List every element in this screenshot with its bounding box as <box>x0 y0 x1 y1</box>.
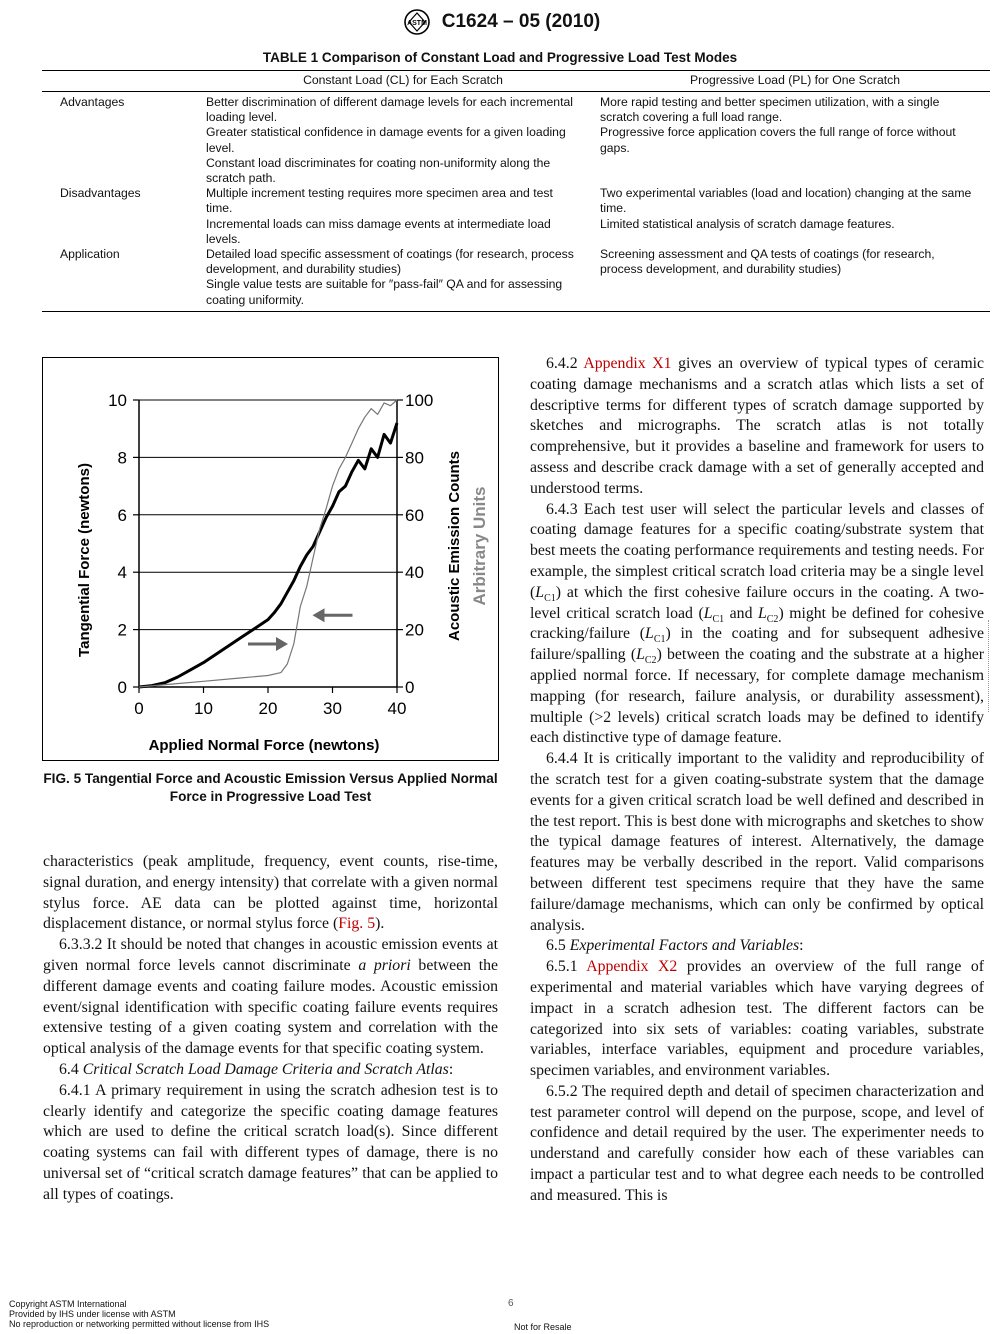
page-number: 6 <box>508 1298 514 1309</box>
y2-tick-label: 60 <box>405 505 424 525</box>
tangential-force-series <box>139 423 397 687</box>
paragraph: 6.4.2 Appendix X1 gives an overview of typical types of ceramic coating damage mechanisms and a scratch atlas which lists a set of descriptive terms for different types of scratch damage supported by sketches and micrographs. The scratch atlas is not totally comprehensive, but it provides a baseline and framework for users to assess and describe crack damage with a set of generally accepted and understood terms. <box>530 355 985 497</box>
appendix-x1-link[interactable]: Appendix X1 <box>583 355 672 372</box>
table-cell: Detailed load specific assessment of coatings (for research, process development, and durability studies) <box>206 247 574 277</box>
document-designation: C1624 – 05 (2010) <box>441 11 601 32</box>
table-row-advantages <box>42 95 990 186</box>
x-tick-label: 30 <box>323 699 342 718</box>
y2-axis-sublabel: Arbitrary Units <box>470 486 489 606</box>
table-header-row <box>42 71 990 92</box>
x-tick-label: 10 <box>194 699 213 718</box>
copyright-footer: Copyright ASTM International Provided by IHS under license with ASTM No reproduction or networking permitted without license from IHS <box>9 1299 270 1330</box>
y2-tick-label: 80 <box>405 448 424 468</box>
y-tick-label: 10 <box>108 391 127 410</box>
figure-5-chart <box>42 357 499 761</box>
y-tick-label: 8 <box>117 448 127 468</box>
row-label: Advantages <box>60 95 125 109</box>
paragraph: 6.5.2 The required depth and detail of specimen characterization and test parameter control will depend on the purpose, scope, and level of confidence and detail required by the user. The experimenter needs to understand and carefully consider how each of these variables can impact a particular test and to what degree each needs to be controlled and measured. This is <box>530 1082 984 1204</box>
col-header-cl: Constant Load (CL) for Each Scratch <box>303 73 503 88</box>
paragraph: 6.4.3 Each test user will select the particular levels and classes of coating damage features for a specific coating/substrate system that best meets the coating performance requirements and testing needs. For example, the simplest critical scratch load criteria may be a single level $(L_{C1})$ at which the first cohesive failure occurs in the coating. A two-level critical scratch load ($L_{C1}$ and $L_{C2}$) might be defined for cohesive cracking/failure $(L_{C1})$ in the coating and for subsequent adhesive failure/spalling $(L_{C2})$ between the coating and the substrate at a higher applied normal force. If necessary, for complete damage mechanism mapping (for research, failure analysis, or durability assessment), multiple (>2 levels) critical scratch loads may be defined to identify each distinctive type of damage feature. <box>530 500 984 747</box>
page-header <box>0 8 1000 38</box>
paragraph: characteristics (peak amplitude, frequency, event counts, rise-time, signal duration, and energy intensity) that correlate with a given normal stylus force. AE data can be plotted against time, horizontal displacement distance, or normal stylus force (Fig. 5). <box>43 853 498 933</box>
y-tick-label: 6 <box>117 505 127 525</box>
comparison-table <box>42 70 990 312</box>
y2-tick-label: 40 <box>405 563 424 583</box>
col-header-pl: Progressive Load (PL) for One Scratch <box>690 73 900 88</box>
y-tick-label: 4 <box>117 563 127 583</box>
table-cell: Screening assessment and QA tests of coatings (for research, process development, and durability studies) <box>600 247 935 277</box>
paragraph: 6.5.1 Appendix X2 provides an overview of the full range of experimental and material variables which have varying degrees of impact in a scratch adhesion test. The different factors can be categorized into six sets of variables: coating variables, substrate variables, interface variables, equipment and procedure variables, specimen variables, and environment variables. <box>530 958 984 1080</box>
row-label: Disadvantages <box>60 186 141 201</box>
y-tick-label: 2 <box>117 620 127 640</box>
table-cell: Multiple increment testing requires more specimen area and test time. <box>206 186 553 216</box>
paragraph: 6.4.1 A primary requirement in using the scratch adhesion test is to clearly identify and categorize the specific coating damage features which are used to define the critical scratch load(s). Since different coating systems can fail with different types of damage, there is no universal set of “critical scratch damage features” that can be applied to all types of coatings. <box>43 1081 498 1203</box>
svg-text:ASTM: ASTM <box>406 20 427 27</box>
y2-tick-label: 100 <box>405 391 434 410</box>
appendix-x2-link[interactable]: Appendix X2 <box>586 958 678 976</box>
table-cell: Incremental loads can miss damage events at intermediate load levels. <box>206 216 551 246</box>
table-row-disadvantages <box>42 186 990 247</box>
table-cell: Limited statistical analysis of scratch damage features. <box>600 216 895 231</box>
paragraph: 6.3.3.2 It should be noted that changes in acoustic emission events at given normal force levels cannot discriminate a priori between the different damage events and coating failure modes. Acoustic emission event/signal identification with specific coating failure events requires extensive testing of a given coating system and correlation with the optical analysis of the damage events for that specific coating system. <box>43 936 499 1058</box>
table-cell: Single value tests are suitable for ″pass-fail″ QA and for assessing coating uniformity. <box>206 277 563 307</box>
x-tick-label: 40 <box>387 699 407 718</box>
chart-svg <box>43 358 498 760</box>
table-cell: Progressive force application covers the full range of force without gaps. <box>600 125 956 155</box>
table-cell: Two experimental variables (load and location) changing at the same time. <box>600 186 972 216</box>
table-cell: Greater statistical confidence in damage events for a given loading level. <box>206 125 566 155</box>
y2-tick-label: 20 <box>405 620 424 640</box>
x-axis-label: Applied Normal Force (newtons) <box>148 737 380 754</box>
y2-tick-label: 0 <box>405 678 415 697</box>
body-column-left <box>43 852 498 1206</box>
table-cell: More rapid testing and better specimen utilization, with a single scratch covering a full load range. <box>600 95 940 125</box>
row-label: Application <box>60 247 120 262</box>
x-tick-label: 20 <box>258 699 278 718</box>
arrow-left-icon <box>313 608 325 622</box>
astm-logo-icon <box>400 8 434 36</box>
table-title: TABLE 1 Comparison of Constant Load and Progressive Load Test Modes <box>262 50 738 65</box>
figure-caption: FIG. 5 Tangential Force and Acoustic Emission Versus Applied Normal Force in Progressive Load Test <box>43 771 498 804</box>
y-axis-label: Tangential Force (newtons) <box>76 463 93 657</box>
table-cell: Better discrimination of different damage levels for each incremental loading level. <box>206 95 573 125</box>
y-tick-label: 0 <box>117 678 127 697</box>
margin-dots <box>988 620 989 712</box>
y2-axis-label: Acoustic Emission Counts <box>446 450 463 642</box>
table-row-application <box>42 247 990 308</box>
table-cell: Constant load discriminates for coating non-uniformity along the scratch path. <box>206 155 551 186</box>
not-for-resale: Not for Resale <box>514 1322 572 1332</box>
body-column-right <box>530 354 984 1207</box>
x-tick-label: 0 <box>134 699 144 718</box>
section-heading: 6.5 Experimental Factors and Variables: <box>546 937 804 955</box>
paragraph: 6.4.4 It is critically important to the validity and reproducibility of the scratch test for a given coating-substrate system that the damage events for a given critical scratch load be well defined and described in the test report. This is best done with micrographs and sketches to show the typical damage features of interest. Alternatively, the damage features may be verbally described in the report. Valid comparisons between different test specimens require that they have the same failure/damage mechanisms, which can only be confirmed by optical analysis. <box>530 750 984 934</box>
arrow-right-icon <box>276 637 288 651</box>
section-heading: 6.4 Critical Scratch Load Damage Criteria and Scratch Atlas: <box>59 1060 454 1078</box>
fig-5-link[interactable]: Fig. 5 <box>338 915 376 933</box>
